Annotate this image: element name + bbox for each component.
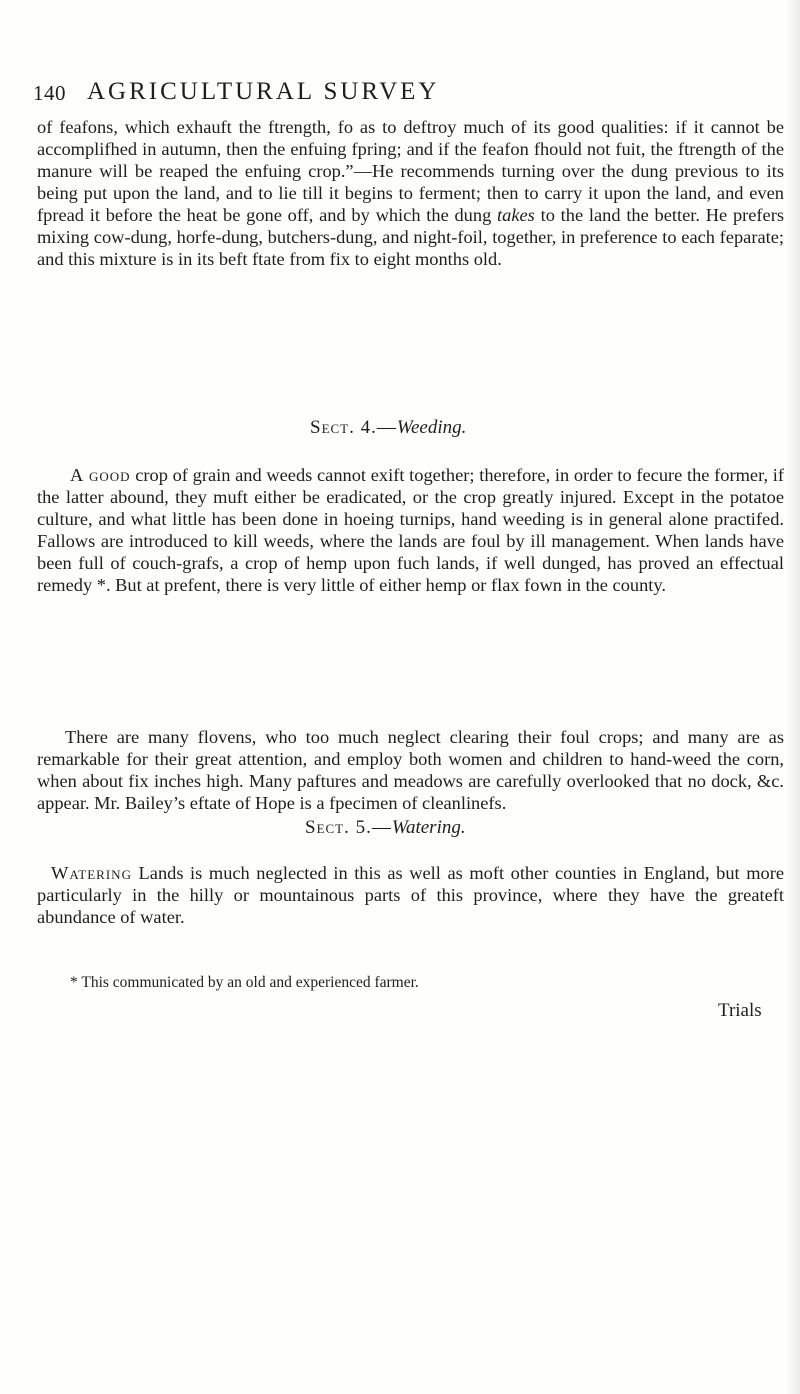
- paragraph-watering: [37, 862, 784, 928]
- catchword: Trials: [718, 1000, 762, 1021]
- paragraph-manure-end: to the land the better. He prefers mixing cow-dung, horfe-dung, butchers-dung, and night-foil, together, in preference to each feparate; and this mixture is in its beft ftate from fix to eight months old.: [37, 205, 784, 269]
- section-label: Sect. 5.—: [305, 817, 392, 838]
- italic-takes: takes: [497, 205, 535, 225]
- section-heading-watering: [305, 817, 466, 839]
- paragraph-lead-words: A good: [70, 465, 131, 485]
- section-label: Sect. 4.—: [310, 417, 397, 438]
- paragraph-manure: [37, 116, 784, 270]
- page-header: [33, 78, 733, 112]
- paragraph-manure-text: of feafons, which exhauft the ftrength, fo as to deftroy much of its good qualities: if it cannot be accomplifhed in autumn, then the enfuing fpring; and if the feafon fhould not fuit, the ftrength of the manure will be reaped the enfuing crop.”—He recommends turning over the dung previous to its being put upon the land, and to lie till it begins to ferment; then to carry it upon the land, and even fpread it before the heat be gone off, and by which the dung: [37, 117, 784, 225]
- page-edge-shadow: [786, 0, 800, 1394]
- section-title: Watering.: [391, 817, 466, 838]
- paragraph-watering-text: Lands is much neglected in this as well as moft other counties in England, but more particularly in the hilly or mountainous parts of this province, where they have the greateft abundance of water.: [37, 863, 785, 927]
- section-heading-weeding: [310, 417, 466, 439]
- section-title: Weeding.: [396, 417, 467, 438]
- page-number: 140: [33, 81, 66, 105]
- running-head: AGRICULTURAL SURVEY: [87, 78, 440, 105]
- paragraph-slovens: There are many flovens, who too much neglect clearing their foul crops; and many are as remarkable for their great attention, and employ both women and children to hand-weed the corn, when about fix inches high. Many paftures and meadows are carefully overlooked that no dock, &c. appear. Mr. Bailey’s eftate of Hope is a fpecimen of cleanlinefs.: [37, 727, 784, 813]
- paragraph-weeding-text: crop of grain and weeds cannot exift together; therefore, in order to fecure the former, if the latter abound, they muft either be eradicated, or the crop greatly injured. Except in the potatoe culture, and what little has been done in hoeing turnips, hand weeding is in general alone practifed. Fallows are introduced to kill weeds, where the lands are foul by ill management. When lands have been full of couch-grafs, a crop of hemp upon fuch lands, if well dunged, has proved an effectual remedy *. But at prefent, there is very little of either hemp or flax fown in the county.: [37, 465, 784, 595]
- paragraph-lead-words: Watering: [51, 863, 132, 883]
- footnote: * This communicated by an old and experienced farmer.: [70, 974, 419, 991]
- paragraph-weeding: [37, 464, 784, 596]
